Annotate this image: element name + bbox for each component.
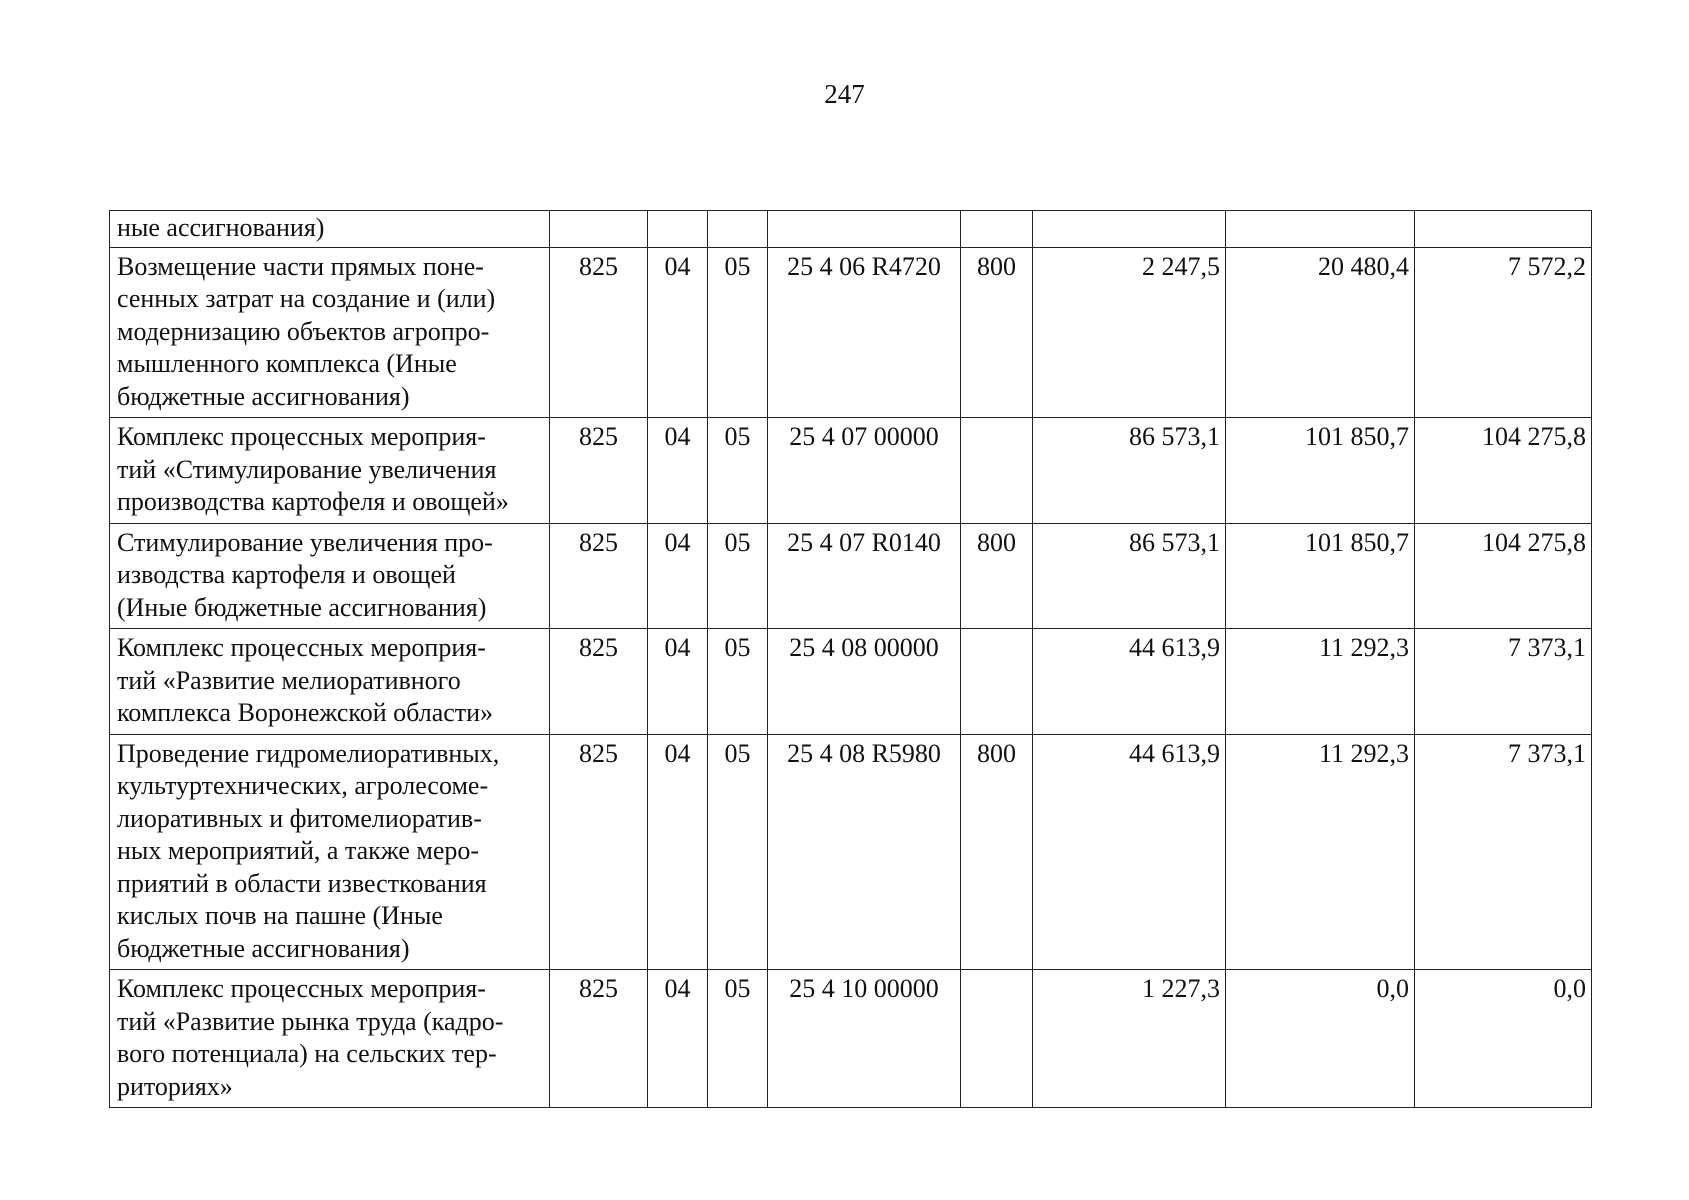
subsection-code: 05 xyxy=(708,734,768,970)
sum-1: 44 613,9 xyxy=(1033,629,1226,735)
sum-1: 86 573,1 xyxy=(1033,418,1226,524)
sum-3: 7 373,1 xyxy=(1415,734,1592,970)
expense-type-code xyxy=(961,970,1033,1108)
row-name: Проведение гидромелиоративных, культуртехнических, агролесоме- лиоративных и фитомелиоратив- ных мероприятий, а также меро- приятий в области известкования кислых почв на пашне (Иные бюджетные ассигнования) xyxy=(110,734,550,970)
table-body xyxy=(110,211,1592,1108)
sum-3: 104 275,8 xyxy=(1415,418,1592,524)
section-code: 04 xyxy=(648,523,708,629)
sum-1: 2 247,5 xyxy=(1033,247,1226,418)
table-row xyxy=(110,629,1592,735)
ministry-code: 825 xyxy=(550,247,648,418)
sum-1 xyxy=(1033,211,1226,248)
ministry-code: 825 xyxy=(550,418,648,524)
target-code: 25 4 07 R0140 xyxy=(768,523,961,629)
sum-2 xyxy=(1226,211,1415,248)
sum-3: 7 572,2 xyxy=(1415,247,1592,418)
table-row xyxy=(110,523,1592,629)
row-name: Комплекс процессных мероприя- тий «Развитие рынка труда (кадро- вого потенциала) на сельских тер- риториях» xyxy=(110,970,550,1108)
sum-1: 86 573,1 xyxy=(1033,523,1226,629)
subsection-code: 05 xyxy=(708,418,768,524)
sum-2: 11 292,3 xyxy=(1226,629,1415,735)
expense-type-code xyxy=(961,418,1033,524)
table-row xyxy=(110,211,1592,248)
page-number: 247 xyxy=(824,79,865,109)
target-code: 25 4 08 00000 xyxy=(768,629,961,735)
table-row xyxy=(110,970,1592,1108)
section-code: 04 xyxy=(648,418,708,524)
ministry-code: 825 xyxy=(550,629,648,735)
expense-type-code: 800 xyxy=(961,247,1033,418)
target-code xyxy=(768,211,961,248)
row-name: Стимулирование увеличения про- изводства картофеля и овощей (Иные бюджетные ассигнования) xyxy=(110,523,550,629)
table-row xyxy=(110,734,1592,970)
sum-3: 7 373,1 xyxy=(1415,629,1592,735)
table-row xyxy=(110,247,1592,418)
target-code: 25 4 08 R5980 xyxy=(768,734,961,970)
target-code: 25 4 10 00000 xyxy=(768,970,961,1108)
subsection-code: 05 xyxy=(708,970,768,1108)
row-name: Комплекс процессных мероприя- тий «Стимулирование увеличения производства картофеля и овощей» xyxy=(110,418,550,524)
section-code: 04 xyxy=(648,734,708,970)
sum-2: 0,0 xyxy=(1226,970,1415,1108)
subsection-code xyxy=(708,211,768,248)
sum-1: 44 613,9 xyxy=(1033,734,1226,970)
expense-type-code: 800 xyxy=(961,523,1033,629)
section-code xyxy=(648,211,708,248)
sum-2: 20 480,4 xyxy=(1226,247,1415,418)
subsection-code: 05 xyxy=(708,629,768,735)
sum-1: 1 227,3 xyxy=(1033,970,1226,1108)
row-name: Комплекс процессных мероприя- тий «Развитие мелиоративного комплекса Воронежской области» xyxy=(110,629,550,735)
row-name: Возмещение части прямых поне- сенных затрат на создание и (или) модернизацию объектов агропро- мышленного комплекса (Иные бюджетные ассигнования) xyxy=(110,247,550,418)
row-name: ные ассигнования) xyxy=(110,211,550,248)
ministry-code: 825 xyxy=(550,970,648,1108)
subsection-code: 05 xyxy=(708,247,768,418)
ministry-code: 825 xyxy=(550,523,648,629)
target-code: 25 4 06 R4720 xyxy=(768,247,961,418)
expense-type-code xyxy=(961,629,1033,735)
section-code: 04 xyxy=(648,629,708,735)
sum-2: 11 292,3 xyxy=(1226,734,1415,970)
target-code: 25 4 07 00000 xyxy=(768,418,961,524)
subsection-code: 05 xyxy=(708,523,768,629)
sum-2: 101 850,7 xyxy=(1226,418,1415,524)
table-row xyxy=(110,418,1592,524)
section-code: 04 xyxy=(648,247,708,418)
sum-3: 104 275,8 xyxy=(1415,523,1592,629)
section-code: 04 xyxy=(648,970,708,1108)
ministry-code xyxy=(550,211,648,248)
sum-3 xyxy=(1415,211,1592,248)
ministry-code: 825 xyxy=(550,734,648,970)
sum-3: 0,0 xyxy=(1415,970,1592,1108)
budget-table xyxy=(109,210,1592,1108)
sum-2: 101 850,7 xyxy=(1226,523,1415,629)
expense-type-code xyxy=(961,211,1033,248)
expense-type-code: 800 xyxy=(961,734,1033,970)
